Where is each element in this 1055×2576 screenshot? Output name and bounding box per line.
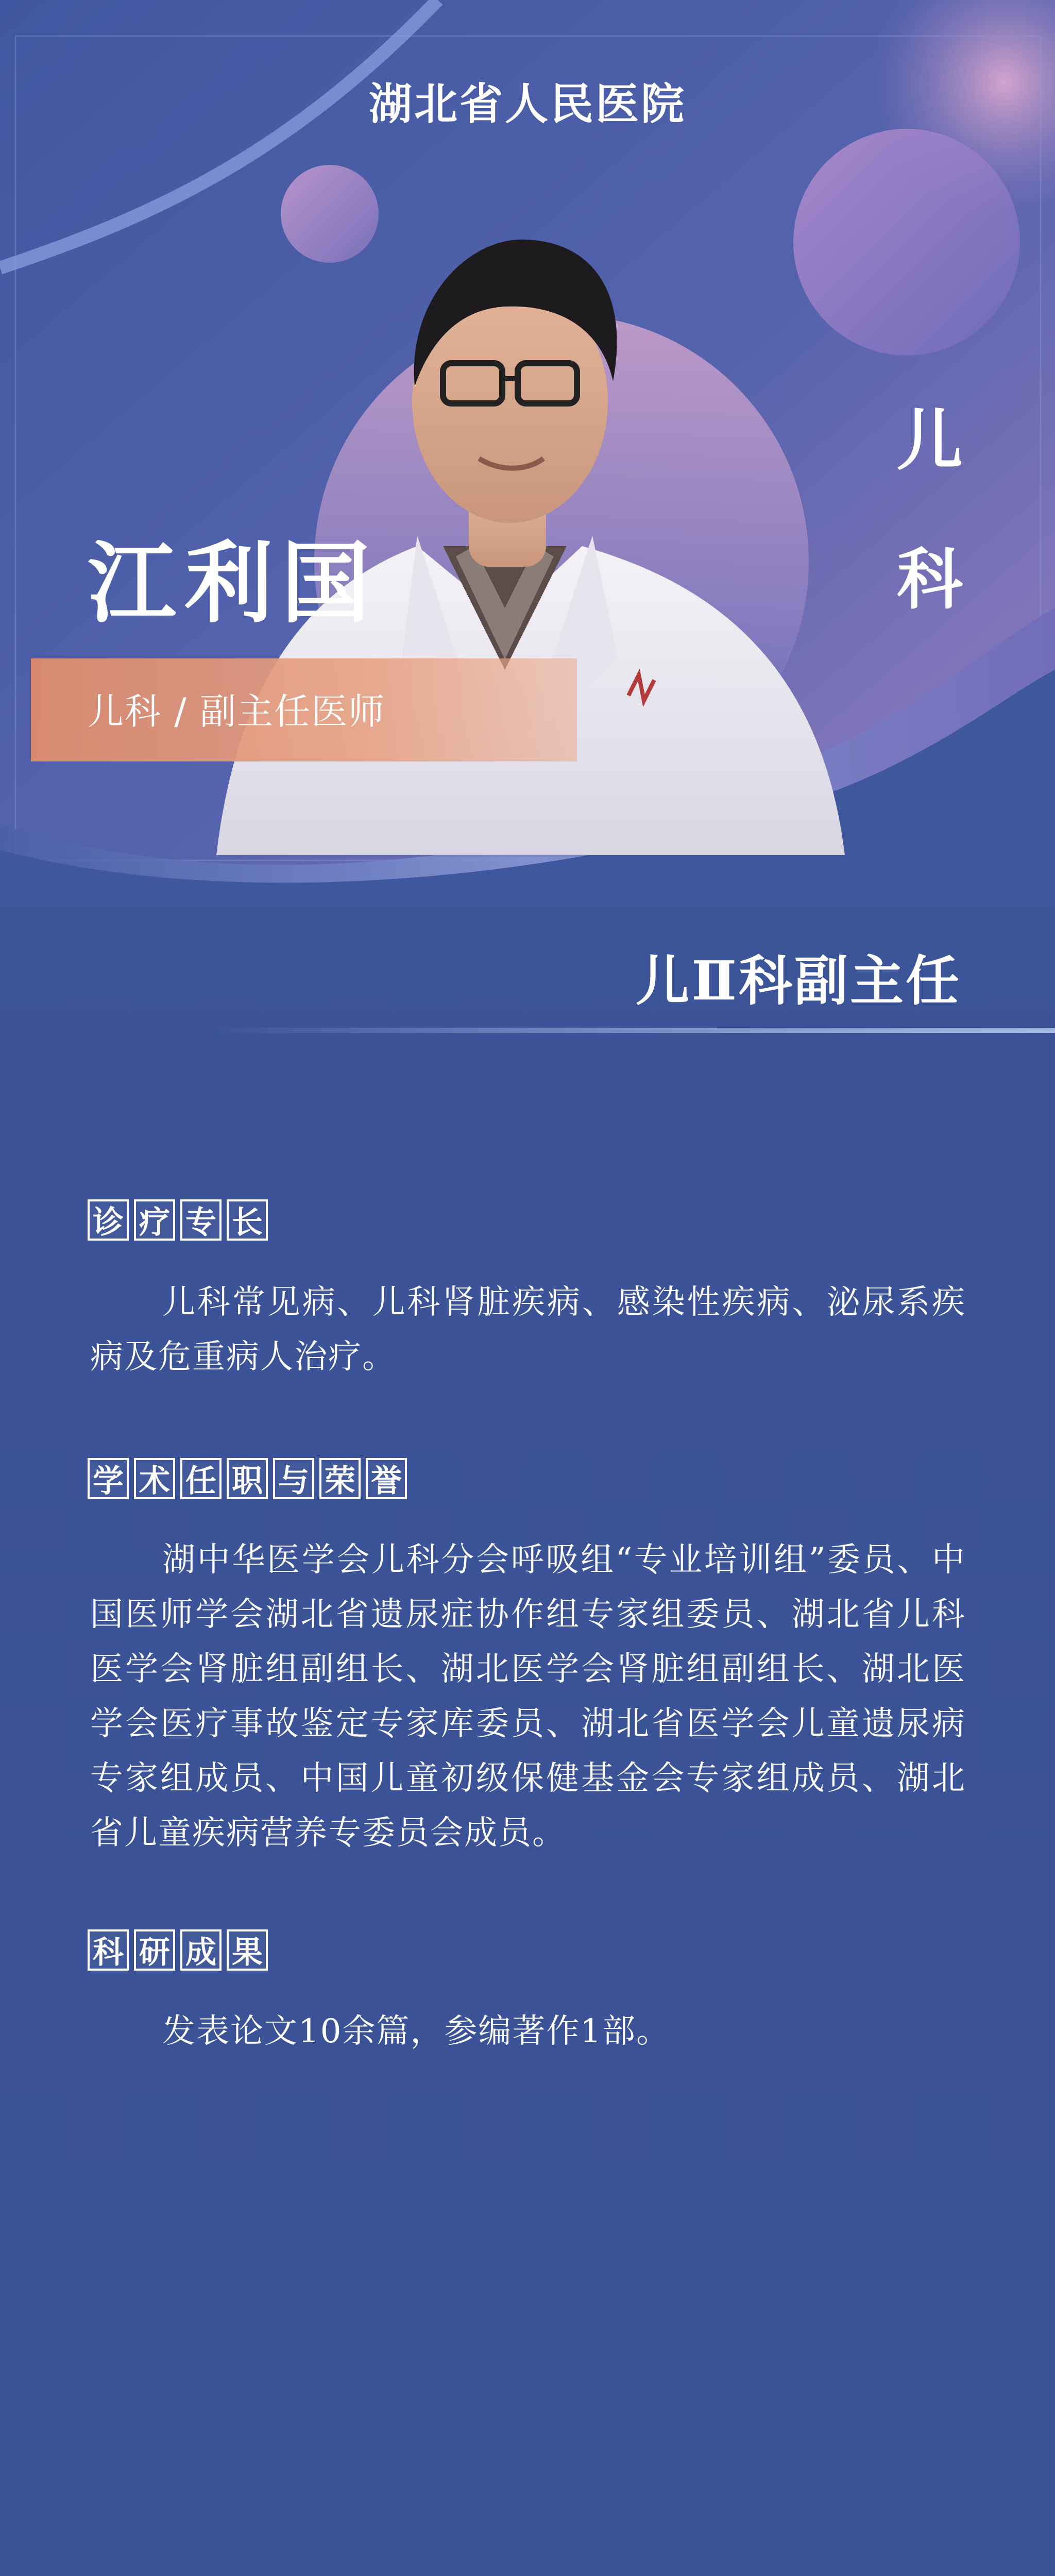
department-char: 科 [896, 541, 963, 618]
heading-char: 诊 [88, 1199, 129, 1241]
role-divider [216, 1028, 1055, 1033]
department-vertical [894, 371, 966, 649]
heading-char: 专 [180, 1199, 222, 1241]
heading-char: 学 [88, 1458, 129, 1499]
section-text-research: 发表论文10余篇，参编著作1部。 [162, 2012, 671, 2050]
section-text-academic: 湖中华医学会儿科分会呼吸组“专业培训组”委员、中国医师学会湖北省遗尿症协作组专家组委员、湖北省儿科医学会肾脏组副组长、湖北医学会肾脏组副组长、湖北医学会医疗事故鉴定专家库委员、湖北省医学会儿童遗尿病专家组成员、中国儿童初级保健基金会专家组成员、湖北省儿童疾病营养专委员会成员。 [90, 1541, 966, 1852]
doctor-role: 儿Ⅱ科副主任 [636, 949, 961, 1012]
heading-char: 任 [180, 1458, 222, 1499]
section-heading-research [88, 1929, 268, 1971]
doctor-title: 儿科 / 副主任医师 [88, 690, 386, 733]
section-heading-academic [88, 1458, 407, 1499]
heading-char: 术 [134, 1458, 175, 1499]
doctor-name: 江利国 [88, 531, 378, 635]
heading-char: 果 [227, 1929, 268, 1971]
heading-char: 职 [227, 1458, 268, 1499]
section-text-specialty: 儿科常见病、儿科肾脏疾病、感染性疾病、泌尿系疾病及危重病人治疗。 [90, 1283, 966, 1376]
heading-char: 誉 [366, 1458, 407, 1499]
heading-char: 成 [180, 1929, 222, 1971]
hospital-name: 湖北省人民医院 [368, 78, 686, 129]
heading-char: 与 [273, 1458, 314, 1499]
section-heading-specialty [88, 1199, 268, 1241]
department-char: 儿 [896, 402, 963, 479]
heading-char: 研 [134, 1929, 175, 1971]
heading-char: 荣 [319, 1458, 361, 1499]
heading-char: 长 [227, 1199, 268, 1241]
heading-char: 科 [88, 1929, 129, 1971]
heading-char: 疗 [134, 1199, 175, 1241]
